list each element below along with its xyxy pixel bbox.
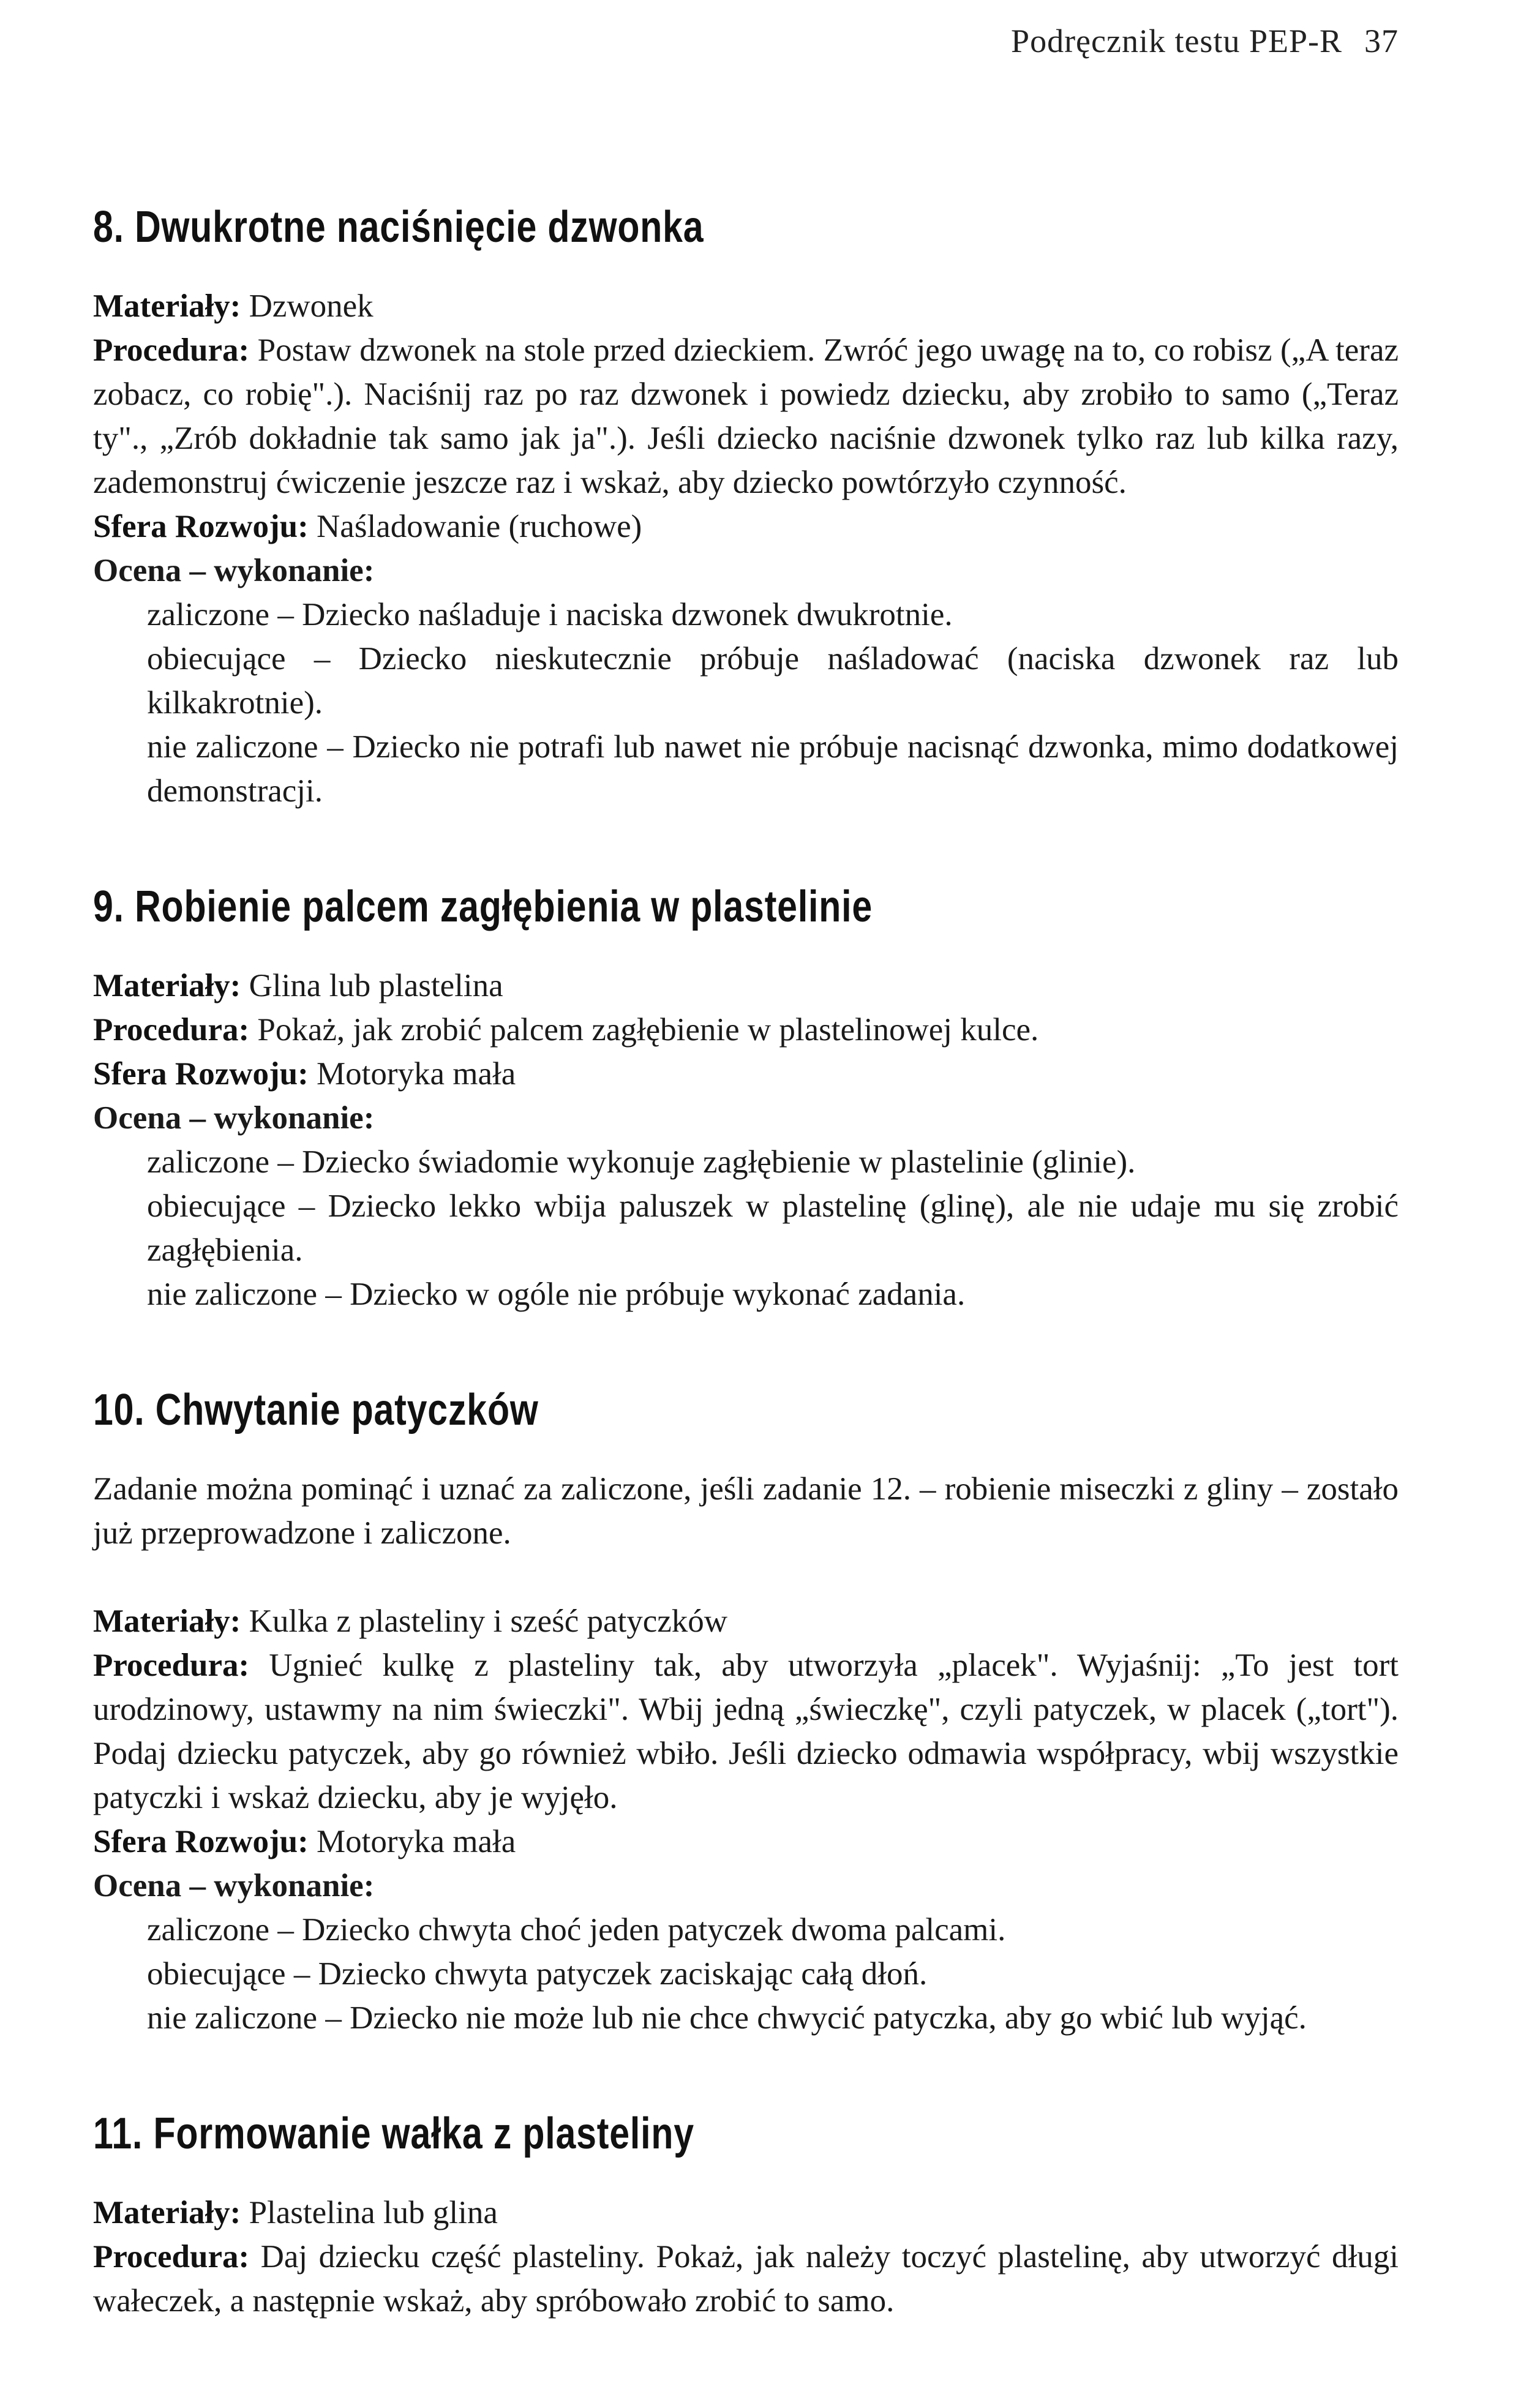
rating-emerging: obiecujące – Dziecko nieskutecznie próbuje naśladować (naciska dzwonek raz lub kilkakrotnie). — [147, 641, 1399, 721]
section-heading: 8. Dwukrotne naciśnięcie dzwonka — [93, 203, 704, 252]
sphere-line — [93, 1820, 1399, 1864]
rating-label: Ocena – wykonanie: — [93, 1100, 375, 1136]
sphere-line — [93, 504, 1399, 549]
materials-line — [93, 1599, 1399, 1643]
materials-text: Glina lub plastelina — [249, 968, 503, 1003]
procedure-label: Procedura: — [93, 1012, 250, 1048]
section-11 — [93, 2109, 1399, 2323]
materials-text: Kulka z plasteliny i sześć patyczków — [249, 1603, 728, 1639]
sphere-text: Naśladowanie (ruchowe) — [317, 509, 642, 544]
materials-label: Materiały: — [93, 1603, 241, 1639]
materials-text: Plastelina lub glina — [249, 2195, 498, 2230]
section-heading: 11. Formowanie wałka z plasteliny — [93, 2109, 694, 2158]
page-number: 37 — [1364, 23, 1399, 59]
rating-fail: nie zaliczone – Dziecko w ogóle nie próbuje wykonać zadania. — [147, 1277, 966, 1312]
procedure-text: Pokaż, jak zrobić palcem zagłębienie w plastelinowej kulce. — [257, 1012, 1039, 1048]
section-note: Zadanie można pominąć i uznać za zaliczone, jeśli zadanie 12. – robienie miseczki z gliny – zostało już przeprowadzone i zaliczone. — [93, 1471, 1399, 1551]
sphere-label: Sfera Rozwoju: — [93, 1056, 309, 1092]
procedure-label: Procedura: — [93, 2239, 250, 2275]
spacer — [93, 1555, 1399, 1599]
materials-label: Materiały: — [93, 288, 241, 324]
rating-fail: nie zaliczone – Dziecko nie może lub nie chce chwycić patyczka, aby go wbić lub wyjąć. — [147, 2000, 1307, 2036]
procedure-text: Daj dziecku część plasteliny. Pokaż, jak należy toczyć plastelinę, aby utworzyć długi wałeczek, a następnie wskaż, aby spróbowało zrobić to samo. — [93, 2239, 1399, 2319]
procedure-line — [93, 1643, 1399, 1820]
procedure-label: Procedura: — [93, 332, 250, 368]
materials-label: Materiały: — [93, 2195, 241, 2230]
rating-label: Ocena – wykonanie: — [93, 1868, 375, 1904]
rating-emerging: obiecujące – Dziecko chwyta patyczek zaciskając całą dłoń. — [147, 1956, 928, 1992]
materials-line — [93, 2191, 1399, 2235]
materials-line — [93, 284, 1399, 328]
materials-label: Materiały: — [93, 968, 241, 1003]
sphere-text: Motoryka mała — [317, 1056, 516, 1092]
section-9 — [93, 882, 1399, 1316]
page-content — [93, 202, 1399, 2323]
procedure-text: Postaw dzwonek na stole przed dzieckiem. Zwróć jego uwagę na to, co robisz („A teraz zobacz, co robię".). Naciśnij raz po raz dzwonek i powiedz dziecku, aby zrobiło to samo („Teraz ty"., „Zrób dokładnie tak samo jak ja".). Jeśli dziecko naciśnie dzwonek tylko raz lub kilka razy, zademonstruj ćwiczenie jeszcze raz i wskaż, aby dziecko powtórzyło czynność. — [93, 332, 1399, 500]
rating-emerging: obiecujące – Dziecko lekko wbija paluszek w plastelinę (glinę), ale nie udaje mu się zrobić zagłębienia. — [147, 1188, 1399, 1268]
procedure-label: Procedura: — [93, 1648, 250, 1683]
sphere-text: Motoryka mała — [317, 1824, 516, 1859]
rating-pass: zaliczone – Dziecko naśladuje i naciska dzwonek dwukrotnie. — [147, 597, 953, 632]
rating-pass: zaliczone – Dziecko chwyta choć jeden patyczek dwoma palcami. — [147, 1912, 1006, 1948]
procedure-text: Ugnieć kulkę z plasteliny tak, aby utworzyła „placek". Wyjaśnij: „To jest tort urodzinowy, ustawmy na nim świeczki". Wbij jedną „świeczkę", czyli patyczek, w placek („tort"). Podaj dziecku patyczek, aby go również wbiło. Jeśli dziecko odmawia współpracy, wbij wszystkie patyczki i wskaż dziecku, aby je wyjęło. — [93, 1648, 1399, 1815]
rating-fail: nie zaliczone – Dziecko nie potrafi lub nawet nie próbuje nacisnąć dzwonka, mimo dodatkowej demonstracji. — [147, 729, 1399, 809]
procedure-line — [93, 2235, 1399, 2323]
running-header — [1011, 22, 1399, 60]
materials-line — [93, 964, 1399, 1008]
section-10 — [93, 1385, 1399, 2040]
section-8 — [93, 202, 1399, 813]
materials-text: Dzwonek — [249, 288, 374, 324]
sphere-line — [93, 1052, 1399, 1096]
section-heading: 9. Robienie palcem zagłębienia w plastelinie — [93, 882, 873, 931]
section-heading: 10. Chwytanie patyczków — [93, 1386, 539, 1435]
sphere-label: Sfera Rozwoju: — [93, 509, 309, 544]
procedure-line — [93, 328, 1399, 504]
procedure-line — [93, 1008, 1399, 1052]
rating-label: Ocena – wykonanie: — [93, 553, 375, 588]
header-title: Podręcznik testu PEP-R — [1011, 23, 1342, 59]
sphere-label: Sfera Rozwoju: — [93, 1824, 309, 1859]
rating-pass: zaliczone – Dziecko świadomie wykonuje zagłębienie w plastelinie (glinie). — [147, 1144, 1136, 1180]
